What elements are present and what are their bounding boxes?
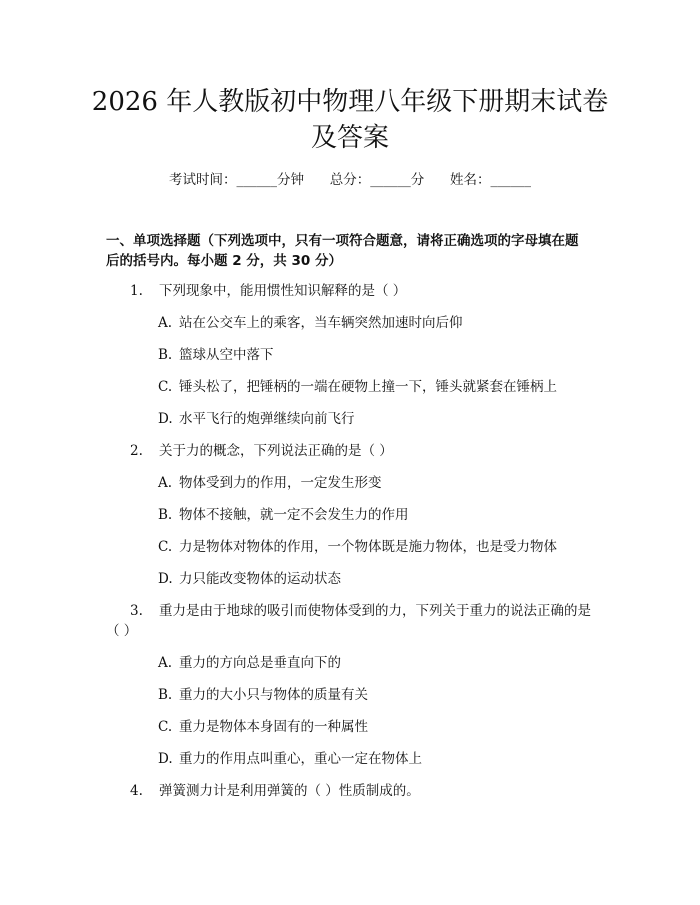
option-text: 力只能改变物体的运动状态: [179, 571, 341, 587]
question-number: 3.: [130, 603, 143, 619]
option-letter: B.: [158, 507, 173, 523]
section-heading-line-2: 后的括号内。每小题 2 分，共 30 分）: [106, 253, 342, 269]
question-number: 2.: [130, 443, 143, 459]
option-text: 重力的方向总是垂直向下的: [179, 655, 341, 671]
option-letter: B.: [158, 347, 173, 363]
question-text-continuation: （ ）: [106, 623, 138, 639]
option-letter: C.: [158, 539, 173, 555]
option-text: 篮球从空中落下: [179, 347, 274, 363]
option-text: 水平飞行的炮弹继续向前飞行: [179, 411, 355, 427]
question-text: 下列现象中，能用惯性知识解释的是（ ）: [159, 283, 407, 299]
option-text: 重力的作用点叫重心，重心一定在物体上: [179, 751, 422, 767]
question-number: 4.: [130, 783, 143, 799]
question-text: 关于力的概念，下列说法正确的是（ ）: [159, 443, 393, 459]
option-text: 重力的大小只与物体的质量有关: [179, 687, 368, 703]
option-letter: B.: [158, 687, 173, 703]
option-text: 站在公交车上的乘客，当车辆突然加速时向后仰: [179, 315, 463, 331]
option-text: 力是物体对物体的作用，一个物体既是施力物体，也是受力物体: [179, 539, 557, 555]
section-heading-line-1: 一、单项选择题（下列选项中，只有一项符合题意，请将正确选项的字母填在题: [106, 233, 579, 249]
question-text: 重力是由于地球的吸引而使物体受到的力，下列关于重力的说法正确的是: [159, 603, 591, 619]
option-letter: A.: [158, 655, 173, 671]
question-number: 1.: [130, 283, 143, 299]
document-title-line-1: 2026 年人教版初中物理八年级下册期末试卷: [91, 87, 609, 117]
option-letter: D.: [158, 411, 173, 427]
option-text: 重力是物体本身固有的一种属性: [179, 719, 368, 735]
option-text: 锤头松了，把锤柄的一端在硬物上撞一下，锤头就紧套在锤柄上: [179, 379, 557, 395]
option-letter: D.: [158, 751, 173, 767]
exam-info-line: 考试时间：______分钟 总分：______分 姓名：______: [169, 172, 531, 188]
question-text: 弹簧测力计是利用弹簧的（ ）性质制成的。: [159, 783, 420, 799]
option-letter: D.: [158, 571, 173, 587]
option-letter: A.: [158, 315, 173, 331]
option-letter: C.: [158, 719, 173, 735]
document-title-line-2: 及答案: [310, 123, 389, 153]
option-text: 物体受到力的作用，一定发生形变: [179, 475, 382, 491]
option-letter: A.: [158, 475, 173, 491]
option-letter: C.: [158, 379, 173, 395]
option-text: 物体不接触，就一定不会发生力的作用: [179, 507, 409, 523]
